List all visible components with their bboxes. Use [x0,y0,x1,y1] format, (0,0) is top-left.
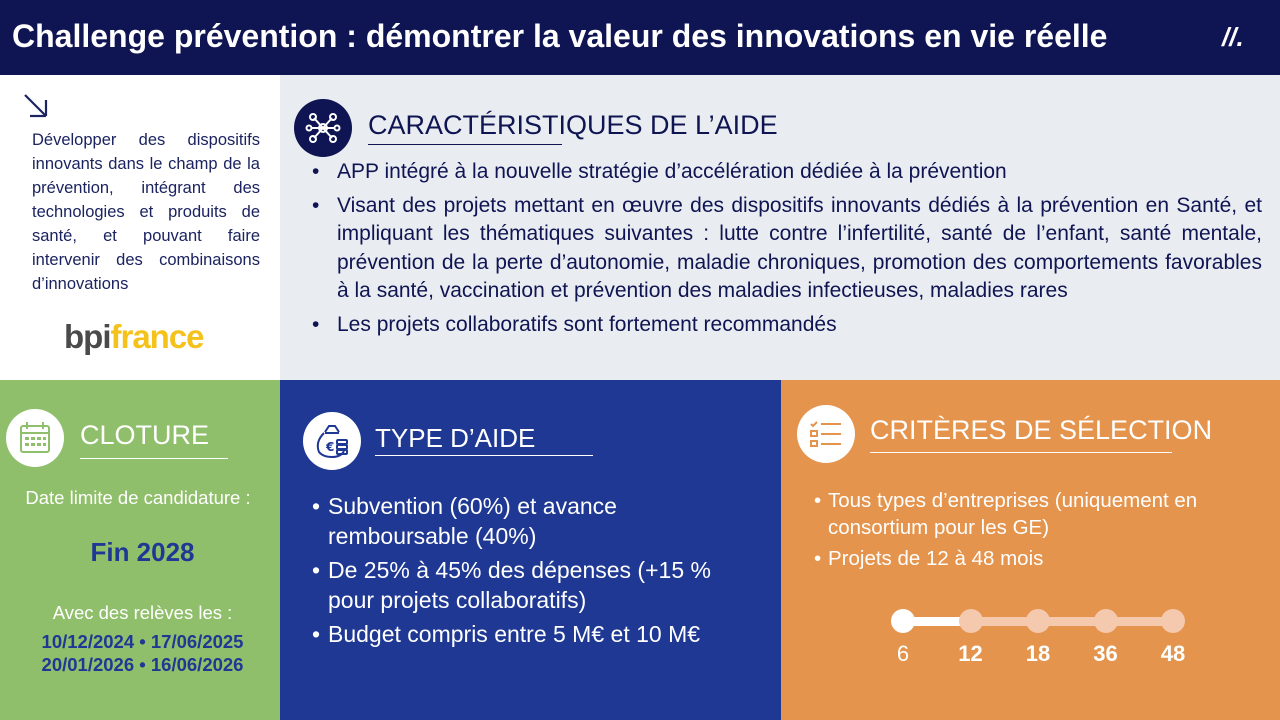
timeline-dot [959,609,983,633]
money-bag-euro-icon [303,412,361,470]
releves-dates-line-1: 10/12/2024 • 17/06/2025 [41,631,244,652]
arrow-down-right-icon [22,92,50,120]
title-divider [80,458,228,459]
list-item: • Budget compris entre 5 M€ et 10 M€ [312,619,752,649]
timeline-label: 12 [958,641,983,666]
list-item: • De 25% à 45% des dépenses (+15 % pour projets collaboratifs) [312,555,752,615]
checklist-icon [797,405,855,463]
releves-dates-line-2: 20/01/2026 • 16/06/2026 [41,654,244,675]
list-item: • Subvention (60%) et avance remboursable (40%) [312,491,752,551]
timeline-dot [891,609,915,633]
svg-text:€: € [326,440,335,454]
timeline-label: 36 [1093,641,1118,666]
timeline-label: 18 [1025,641,1051,666]
list-item: • APP intégré à la nouvelle stratégie d’accélération dédiée à la prévention [312,158,1262,187]
title-divider [368,144,562,145]
intro-description: Développer des dispositifs innovants dans le champ de la prévention, intégrant des technologies et produits de santé, et pouvant faire intervenir des combinaisons d’innovations [32,131,260,293]
type-aide-title: TYPE D’AIDE [375,423,536,453]
criteres-list [814,487,1254,576]
type-aide-list [312,491,752,653]
releves-label: Avec des relèves les : [52,602,233,623]
timeline-dot [1094,609,1118,633]
duration-timeline [860,596,1220,676]
timeline-dot [1161,609,1185,633]
caracteristiques-list [312,158,1262,344]
list-item: • Les projets collaboratifs sont fortement recommandés [312,311,1262,340]
title-divider [375,455,593,456]
list-item: • Projets de 12 à 48 mois [814,545,1254,572]
list-item: • Visant des projets mettant en œuvre des dispositifs innovants dédiés à la prévention en Santé, et impliquant les thématiques suivantes : lutte contre l’infertilité, santé de l’enfant, santé mentale, prévention de la perte d’autonomie, maladie chroniques, promotion des comportements favorables à la santé, vaccination et prévention des maladies infectieuses, maladies rares [312,192,1262,306]
bpifrance-logo: bpifrance [64,318,204,355]
criteres-title: CRITÈRES DE SÉLECTION [870,415,1213,445]
calendar-icon [6,409,64,467]
timeline-dot [1026,609,1050,633]
header-bar [0,0,1280,75]
timeline-label: 48 [1160,641,1186,666]
page-title: Challenge prévention : démontrer la valeur des innovations en vie réelle [12,18,1108,54]
list-item: • Tous types d’entreprises (uniquement en consortium pour les GE) [814,487,1254,541]
caracteristiques-title: CARACTÉRISTIQUES DE L’AIDE [368,110,778,140]
timeline-label: 6 [896,641,910,666]
brand-mark: //. [1222,22,1244,52]
deadline-label: Date limite de candidature : [25,487,251,508]
network-nodes-icon [294,99,352,157]
title-divider [870,452,1172,453]
deadline-value: Fin 2028 [90,537,195,567]
cloture-title: CLOTURE [80,420,210,450]
